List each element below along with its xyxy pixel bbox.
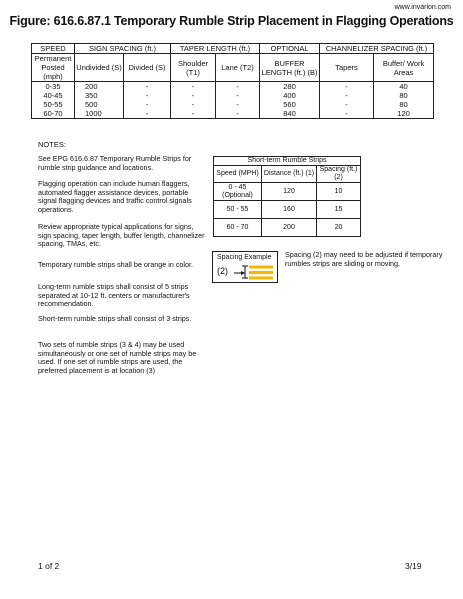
rumble-strip bbox=[249, 277, 273, 280]
table-row bbox=[32, 109, 434, 119]
table-cell: - bbox=[320, 109, 374, 119]
column-header: Divided (S) bbox=[124, 54, 171, 82]
table-cell: 400 bbox=[260, 91, 320, 100]
group-header: SIGN SPACING (ft.) bbox=[75, 44, 171, 54]
note-item: Short-term rumble strips shall consist of 3 strips. bbox=[38, 314, 192, 323]
table-cell: - bbox=[171, 100, 216, 109]
spacing-example-label: Spacing Example bbox=[217, 254, 272, 261]
table-row bbox=[32, 91, 434, 100]
column-header: Permanent Posted (mph) bbox=[32, 54, 75, 82]
table-cell: 10 bbox=[317, 183, 361, 201]
column-header: Tapers bbox=[320, 54, 374, 82]
group-header: OPTIONAL bbox=[260, 44, 320, 54]
table-cell: - bbox=[124, 91, 171, 100]
table-row bbox=[214, 201, 361, 219]
table-cell: 40 bbox=[374, 82, 434, 92]
note-item: Flagging operation can include human flaggers, automated flagger assistance devices, portable signal flagging devices and traffic control signals operations. bbox=[38, 179, 192, 214]
column-header: BUFFER LENGTH (ft.) (B) bbox=[260, 54, 320, 82]
spacing-note: Spacing (2) may need to be adjusted if temporary rumbles strips are sliding or moving. bbox=[285, 250, 443, 268]
table-cell: - bbox=[320, 100, 374, 109]
note-item: Two sets of rumble strips (3 & 4) may be used simultaneously or one set of rumble strips may be used. If one set of rumble strips are used, the preferred placement is at location (3) bbox=[38, 340, 197, 375]
spacing-symbol: (2) bbox=[217, 266, 228, 276]
table-cell: - bbox=[216, 109, 260, 119]
revision-date: 3/19 bbox=[405, 561, 422, 571]
column-header: Buffer/ Work Areas bbox=[374, 54, 434, 82]
note-item: See EPG 616.6.87 Temporary Rumble Strips for rumble strip guidance and locations. bbox=[38, 154, 192, 172]
table-cell: 350 bbox=[75, 91, 124, 100]
column-header: Shoulder (T1) bbox=[171, 54, 216, 82]
site-url: www.invarion.com bbox=[394, 4, 451, 11]
table-cell: 560 bbox=[260, 100, 320, 109]
table-cell: 120 bbox=[262, 183, 317, 201]
table-cell: 60 - 70 bbox=[214, 219, 262, 237]
table-cell: 160 bbox=[262, 201, 317, 219]
page-count: 1 of 2 bbox=[38, 561, 60, 571]
table-cell: 0 - 45 (Optional) bbox=[214, 183, 262, 201]
spacing-example-box bbox=[212, 251, 278, 283]
table-cell: 500 bbox=[75, 100, 124, 109]
table-cell: - bbox=[124, 82, 171, 92]
table-cell: 40-45 bbox=[32, 91, 75, 100]
table-cell: - bbox=[320, 91, 374, 100]
table-cell: 120 bbox=[374, 109, 434, 119]
table-cell: 15 bbox=[317, 201, 361, 219]
note-item: Long-term rumble strips shall consist of 5 strips separated at 10-12 ft. centers or manufacturer's recommendation. bbox=[38, 282, 190, 309]
table-cell: 50-55 bbox=[32, 100, 75, 109]
table-cell: - bbox=[216, 91, 260, 100]
table-cell: - bbox=[216, 82, 260, 92]
table-cell: - bbox=[124, 100, 171, 109]
table-cell: 20 bbox=[317, 219, 361, 237]
table-cell: - bbox=[216, 100, 260, 109]
short-term-title: Short-term Rumble Strips bbox=[214, 157, 361, 166]
table-cell: 1000 bbox=[75, 109, 124, 119]
table-cell: - bbox=[124, 109, 171, 119]
column-header: Spacing (ft.) (2) bbox=[317, 166, 361, 183]
rumble-strip-spacing-icon bbox=[232, 264, 276, 281]
table-cell: 60-70 bbox=[32, 109, 75, 119]
group-header: TAPER LENGTH (ft.) bbox=[171, 44, 260, 54]
table-cell: 80 bbox=[374, 100, 434, 109]
table-cell: - bbox=[171, 109, 216, 119]
page-title: Figure: 616.6.87.1 Temporary Rumble Strip Placement in Flagging Operations bbox=[9, 14, 454, 28]
group-header: CHANNELIZER SPACING (ft.) bbox=[320, 44, 434, 54]
table-row bbox=[32, 100, 434, 109]
table-cell: 280 bbox=[260, 82, 320, 92]
table-row bbox=[214, 183, 361, 201]
table-cell: 200 bbox=[75, 82, 124, 92]
table-cell: - bbox=[320, 82, 374, 92]
group-header: SPEED bbox=[32, 44, 75, 54]
table-cell: 200 bbox=[262, 219, 317, 237]
spacing-table bbox=[31, 43, 434, 119]
rumble-strip bbox=[249, 266, 273, 269]
table-cell: - bbox=[171, 82, 216, 92]
column-header: Undivided (S) bbox=[75, 54, 124, 82]
table-cell: 840 bbox=[260, 109, 320, 119]
short-term-table bbox=[213, 156, 361, 237]
column-header: Lane (T2) bbox=[216, 54, 260, 82]
column-header: Distance (ft.) (1) bbox=[262, 166, 317, 183]
rumble-strip bbox=[249, 271, 273, 274]
notes-heading: NOTES: bbox=[38, 140, 66, 149]
table-cell: 80 bbox=[374, 91, 434, 100]
table-cell: 50 - 55 bbox=[214, 201, 262, 219]
table-row bbox=[214, 219, 361, 237]
table-cell: 0-35 bbox=[32, 82, 75, 92]
note-item: Review appropriate typical applications for signs, sign spacing, taper length, buffer length, channelizer spacing, TMAs, etc. bbox=[38, 222, 205, 249]
column-header: Speed (MPH) bbox=[214, 166, 262, 183]
note-item: Temporary rumble strips shall be orange in color. bbox=[38, 260, 193, 269]
table-row bbox=[32, 82, 434, 92]
table-cell: - bbox=[171, 91, 216, 100]
